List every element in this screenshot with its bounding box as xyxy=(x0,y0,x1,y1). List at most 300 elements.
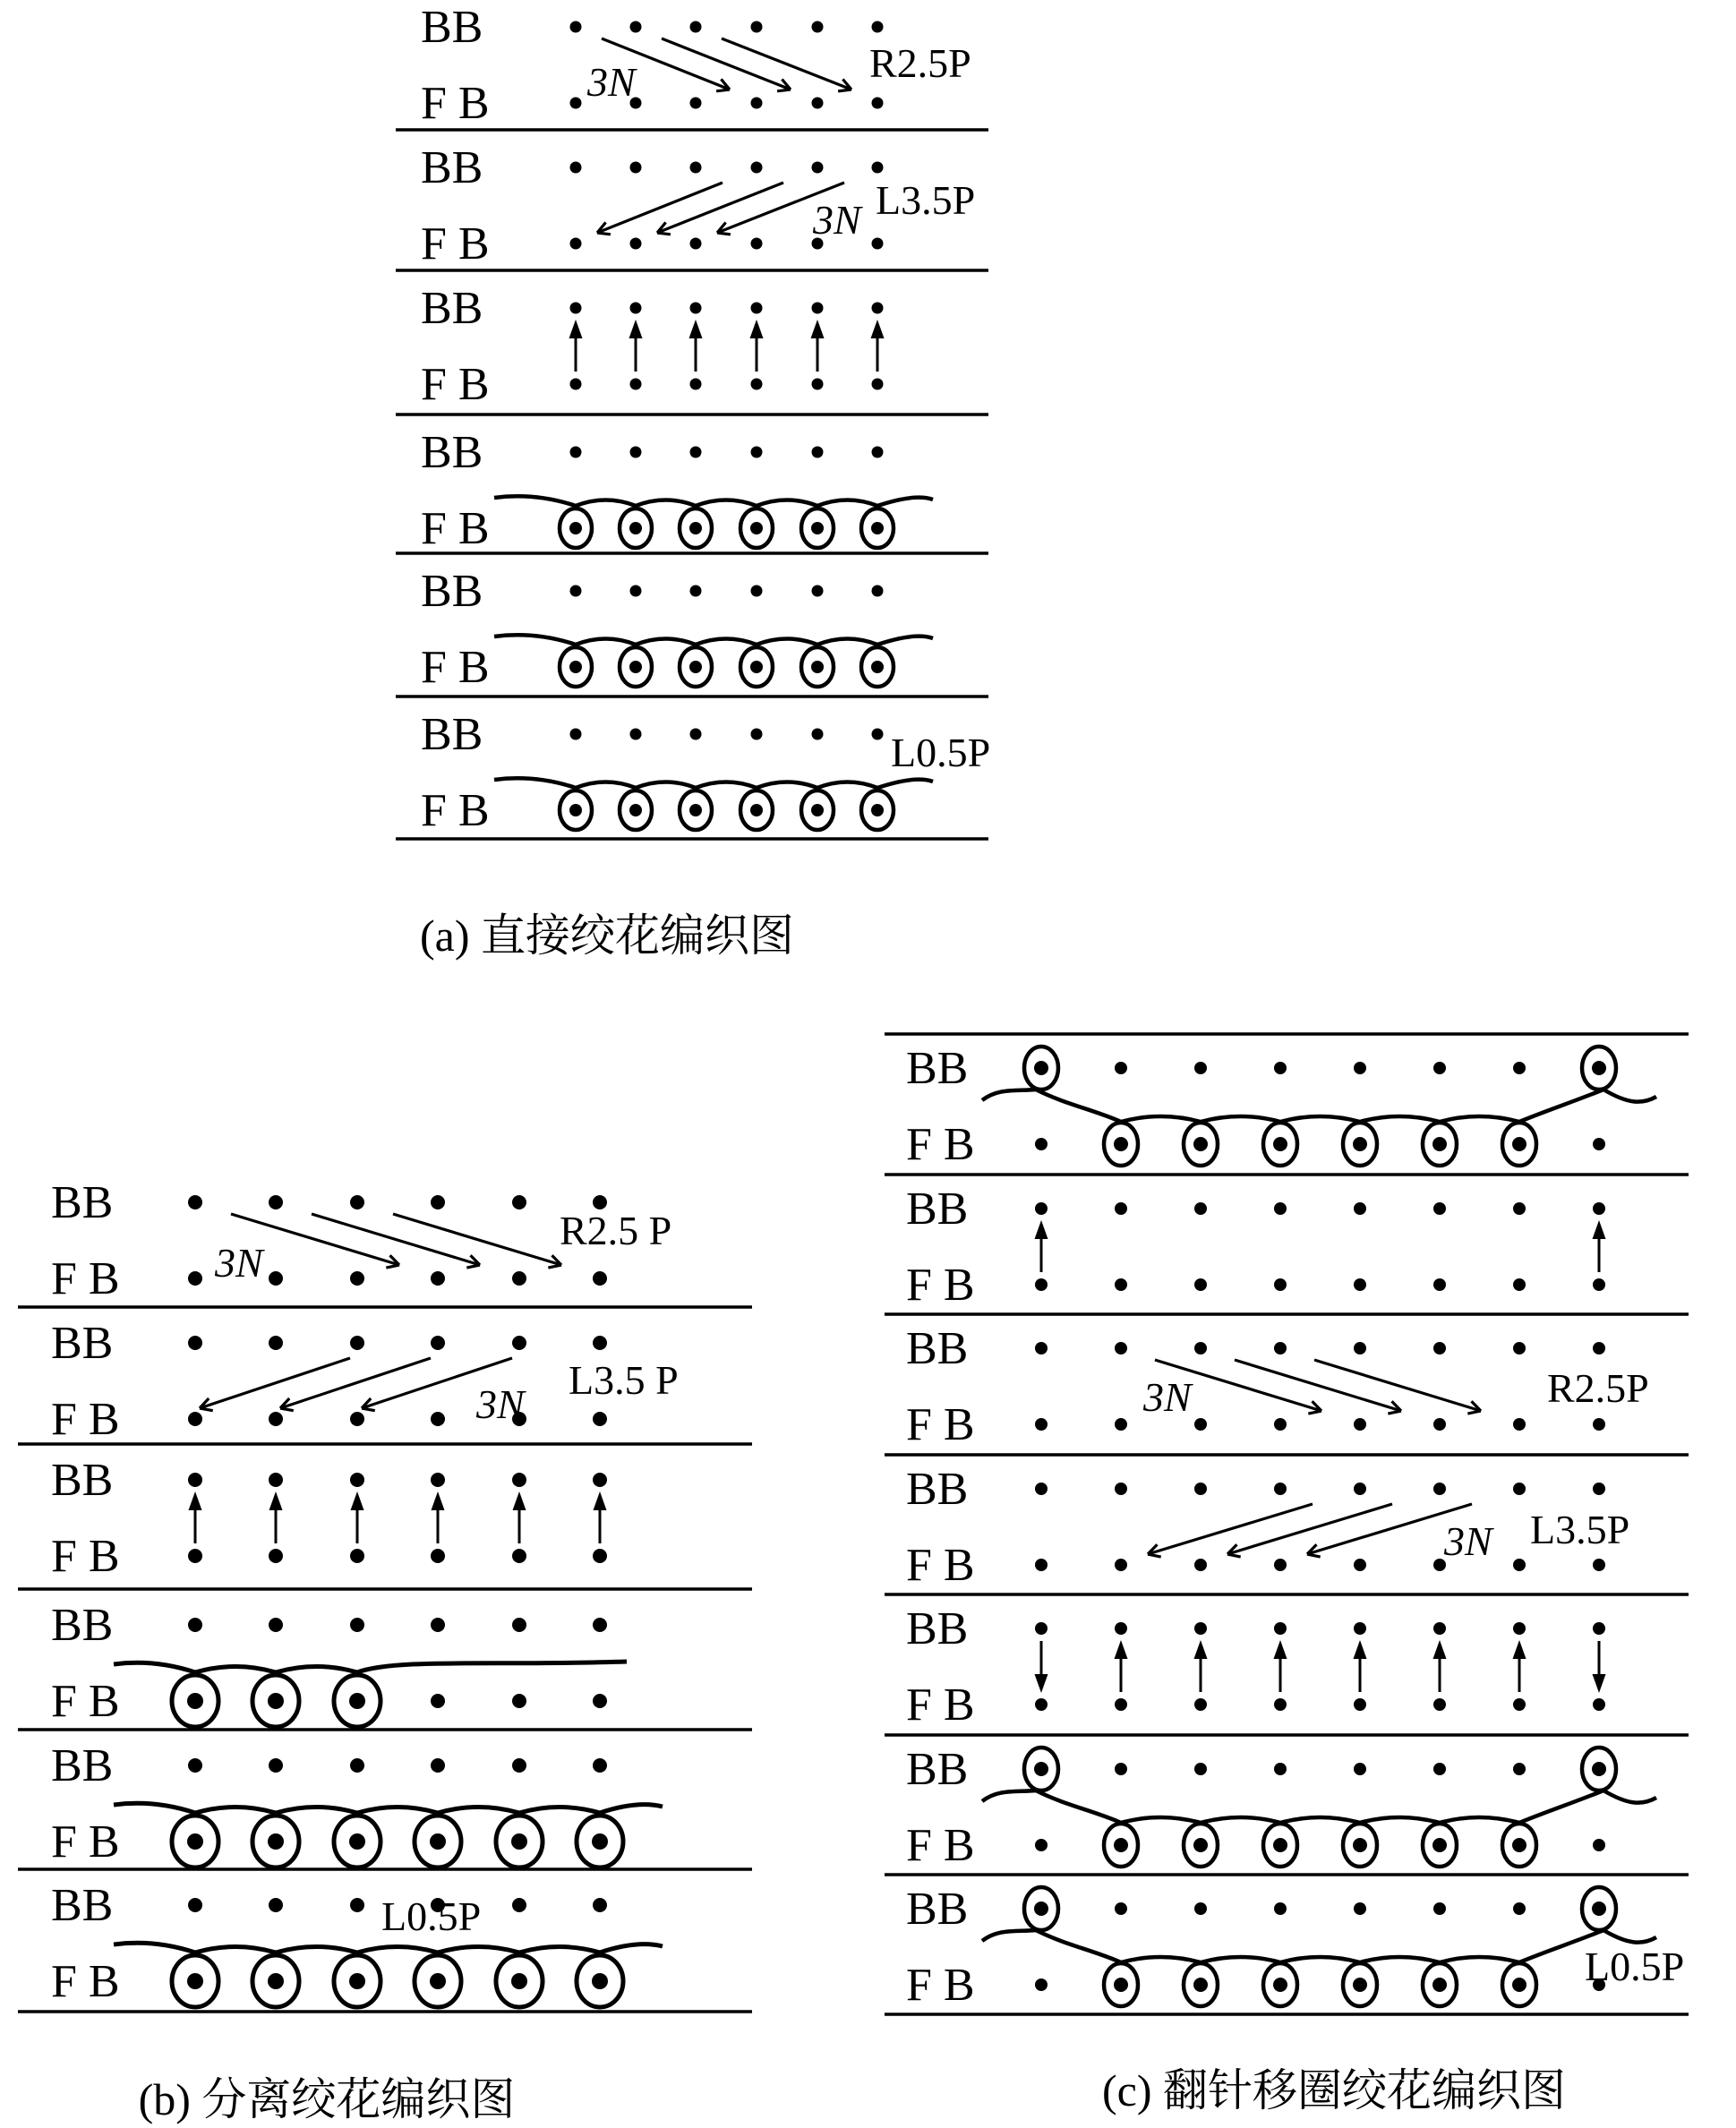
needle-dot xyxy=(751,21,763,33)
row-label-fb: F B xyxy=(906,1260,975,1311)
row-label-bb: BB xyxy=(51,1318,114,1369)
needle-dot xyxy=(570,447,582,458)
arrowhead-tick xyxy=(597,233,611,235)
needle-dot xyxy=(1035,1559,1048,1571)
annotation-l35p: L3.5P xyxy=(876,177,976,223)
annotation-3n: 3N xyxy=(1143,1374,1192,1420)
loop-dot xyxy=(268,1693,284,1709)
loop-dot xyxy=(1193,1978,1208,1992)
needle-dot xyxy=(188,1195,202,1209)
annotation-l05p: L0.5P xyxy=(381,1893,482,1939)
row-label-bb: BB xyxy=(906,1884,969,1935)
needle-dot xyxy=(630,729,642,740)
needle-dot xyxy=(1433,1483,1446,1495)
loop-dot xyxy=(511,1833,527,1850)
needle-dot xyxy=(269,1271,283,1286)
needle-dot xyxy=(350,1473,364,1487)
row-label-fb: F B xyxy=(51,1531,120,1582)
needle-dot xyxy=(751,98,763,109)
needle-dot xyxy=(812,98,824,109)
needle-dot xyxy=(1433,1202,1446,1215)
needle-dot xyxy=(690,729,702,740)
needle-dot xyxy=(512,1271,526,1286)
needle-dot xyxy=(1115,1278,1127,1291)
caption-c: (c) 翻针移圈绞花编织图 xyxy=(1102,2065,1566,2115)
needle-dot xyxy=(690,238,702,250)
needle-dot xyxy=(872,447,884,458)
needle-dot xyxy=(1354,1202,1366,1215)
needle-dot xyxy=(1354,1622,1366,1635)
needle-dot xyxy=(350,1618,364,1632)
needle-dot xyxy=(512,1549,526,1563)
needle-dot xyxy=(188,1898,202,1912)
needle-dot xyxy=(512,1758,526,1773)
loop-dot xyxy=(187,1693,203,1709)
needle-dot xyxy=(570,303,582,314)
needle-dot xyxy=(1513,1483,1526,1495)
needle-dot xyxy=(1513,1622,1526,1635)
row-label-bb: BB xyxy=(421,142,483,193)
needle-dot xyxy=(1194,1278,1207,1291)
needle-dot xyxy=(1035,1839,1048,1851)
row-label-bb: BB xyxy=(421,566,483,617)
needle-dot xyxy=(1035,1342,1048,1355)
needle-dot xyxy=(1274,1483,1287,1495)
annotation-3n: 3N xyxy=(476,1381,525,1427)
loop-dot xyxy=(1034,1762,1048,1776)
loop-dot xyxy=(430,1973,446,1989)
needle-dot xyxy=(1115,1698,1127,1711)
needle-dot xyxy=(1354,1559,1366,1571)
needle-dot xyxy=(1274,1763,1287,1775)
needle-dot xyxy=(812,447,824,458)
row-label-bb: BB xyxy=(51,1880,114,1931)
needle-dot xyxy=(1115,1202,1127,1215)
needle-dot xyxy=(269,1618,283,1632)
needle-dot xyxy=(269,1336,283,1350)
loop-dot xyxy=(1034,1902,1048,1916)
needle-dot xyxy=(690,379,702,390)
annotation-r25p: R2.5 P xyxy=(560,1208,672,1253)
row-label-fb: F B xyxy=(421,78,490,129)
needle-dot xyxy=(1433,1902,1446,1915)
loop-dot xyxy=(750,661,763,673)
needle-dot xyxy=(1274,1622,1287,1635)
loop-dot xyxy=(689,804,702,816)
annotation-l35p: L3.5 P xyxy=(569,1357,679,1403)
needle-dot xyxy=(812,729,824,740)
loop-dot xyxy=(1432,1838,1447,1852)
needle-dot xyxy=(1194,1902,1207,1915)
needle-dot xyxy=(593,1618,607,1632)
needle-dot xyxy=(630,585,642,597)
annotation-r25p: R2.5P xyxy=(869,40,971,86)
needle-dot xyxy=(1035,1483,1048,1495)
needle-dot xyxy=(1354,1902,1366,1915)
needle-dot xyxy=(1593,1278,1605,1291)
needle-dot xyxy=(1274,1202,1287,1215)
needle-dot xyxy=(812,379,824,390)
needle-dot xyxy=(1513,1278,1526,1291)
loop-dot xyxy=(1592,1762,1606,1776)
needle-dot xyxy=(1194,1763,1207,1775)
needle-dot xyxy=(1035,1138,1048,1150)
loop-dot xyxy=(1273,1838,1287,1852)
needle-dot xyxy=(1433,1418,1446,1431)
needle-dot xyxy=(1115,1418,1127,1431)
needle-dot xyxy=(570,238,582,250)
needle-dot xyxy=(1354,1418,1366,1431)
loop-dot xyxy=(1512,1978,1526,1992)
needle-dot xyxy=(1433,1342,1446,1355)
loop-dot xyxy=(871,522,884,534)
loop-dot xyxy=(349,1833,365,1850)
needle-dot xyxy=(1433,1278,1446,1291)
needle-dot xyxy=(1513,1763,1526,1775)
needle-dot xyxy=(1115,1062,1127,1074)
needle-dot xyxy=(1115,1622,1127,1635)
needle-dot xyxy=(1115,1559,1127,1571)
needle-dot xyxy=(872,379,884,390)
needle-dot xyxy=(1354,1342,1366,1355)
row-label-fb: F B xyxy=(51,1253,120,1304)
loop-dot xyxy=(811,804,824,816)
loop-dot xyxy=(689,661,702,673)
needle-dot xyxy=(593,1694,607,1708)
needle-dot xyxy=(512,1618,526,1632)
annotation-l05p: L0.5P xyxy=(1585,1944,1685,1989)
loop-dot xyxy=(1114,1838,1128,1852)
needle-dot xyxy=(690,21,702,33)
loop-dot xyxy=(1353,1978,1367,1992)
loop-dot xyxy=(811,522,824,534)
row-label-bb: BB xyxy=(51,1455,114,1506)
needle-dot xyxy=(1194,1698,1207,1711)
needle-dot xyxy=(872,585,884,597)
needle-dot xyxy=(1354,1062,1366,1074)
row-label-bb: BB xyxy=(906,1744,969,1795)
needle-dot xyxy=(1354,1483,1366,1495)
loop-dot xyxy=(1592,1902,1606,1916)
needle-dot xyxy=(1513,1559,1526,1571)
loop-dot xyxy=(187,1833,203,1850)
needle-dot xyxy=(1194,1062,1207,1074)
row-label-bb: BB xyxy=(906,1464,969,1515)
loop-dot xyxy=(592,1973,608,1989)
needle-dot xyxy=(1274,1559,1287,1571)
needle-dot xyxy=(1593,1138,1605,1150)
needle-dot xyxy=(269,1758,283,1773)
needle-dot xyxy=(1274,1278,1287,1291)
needle-dot xyxy=(570,379,582,390)
row-label-bb: BB xyxy=(421,283,483,334)
row-label-fb: F B xyxy=(906,1820,975,1871)
row-label-bb: BB xyxy=(421,427,483,478)
needle-dot xyxy=(269,1898,283,1912)
loop-dot xyxy=(629,661,642,673)
needle-dot xyxy=(1513,1062,1526,1074)
loop-dot xyxy=(1512,1838,1526,1852)
needle-dot xyxy=(812,21,824,33)
needle-dot xyxy=(872,21,884,33)
needle-dot xyxy=(812,303,824,314)
needle-dot xyxy=(593,1473,607,1487)
needle-dot xyxy=(1513,1342,1526,1355)
needle-dot xyxy=(690,98,702,109)
needle-dot xyxy=(350,1898,364,1912)
row-label-bb: BB xyxy=(906,1184,969,1235)
needle-dot xyxy=(872,162,884,174)
loop-dot xyxy=(187,1973,203,1989)
needle-dot xyxy=(1035,1978,1048,1991)
needle-dot xyxy=(570,729,582,740)
arrowhead-tick xyxy=(838,90,851,91)
needle-dot xyxy=(1115,1763,1127,1775)
row-label-fb: F B xyxy=(51,1956,120,2007)
loop-dot xyxy=(1592,1061,1606,1075)
needle-dot xyxy=(812,585,824,597)
needle-dot xyxy=(630,379,642,390)
needle-dot xyxy=(269,1549,283,1563)
needle-dot xyxy=(350,1195,364,1209)
needle-dot xyxy=(188,1549,202,1563)
needle-dot xyxy=(512,1898,526,1912)
needle-dot xyxy=(751,379,763,390)
needle-dot xyxy=(1274,1902,1287,1915)
row-label-bb: BB xyxy=(421,709,483,760)
loop-dot xyxy=(750,804,763,816)
needle-dot xyxy=(1593,1483,1605,1495)
needle-dot xyxy=(1433,1763,1446,1775)
row-label-fb: F B xyxy=(906,1960,975,2011)
needle-dot xyxy=(188,1758,202,1773)
needle-dot xyxy=(1115,1483,1127,1495)
row-label-fb: F B xyxy=(51,1816,120,1867)
row-label-bb: BB xyxy=(51,1740,114,1791)
loop-dot xyxy=(349,1693,365,1709)
loop-dot xyxy=(569,522,582,534)
needle-dot xyxy=(1194,1342,1207,1355)
needle-dot xyxy=(512,1336,526,1350)
needle-dot xyxy=(1035,1278,1048,1291)
needle-dot xyxy=(1593,1698,1605,1711)
loop-dot xyxy=(1034,1061,1048,1075)
annotation-l05p: L0.5P xyxy=(891,730,991,775)
arrowhead-tick xyxy=(657,233,671,235)
arrowhead-tick xyxy=(716,90,730,91)
loop-dot xyxy=(268,1973,284,1989)
needle-dot xyxy=(690,447,702,458)
loop-dot xyxy=(689,522,702,534)
needle-dot xyxy=(431,1336,445,1350)
needle-dot xyxy=(512,1195,526,1209)
needle-dot xyxy=(269,1195,283,1209)
needle-dot xyxy=(431,1195,445,1209)
needle-dot xyxy=(1513,1202,1526,1215)
loop-dot xyxy=(430,1833,446,1850)
needle-dot xyxy=(570,21,582,33)
needle-dot xyxy=(1513,1418,1526,1431)
row-label-fb: F B xyxy=(421,642,490,693)
needle-dot xyxy=(1433,1062,1446,1074)
needle-dot xyxy=(1035,1622,1048,1635)
needle-dot xyxy=(188,1271,202,1286)
needle-dot xyxy=(690,162,702,174)
needle-dot xyxy=(1035,1698,1048,1711)
row-label-fb: F B xyxy=(51,1676,120,1727)
loop-dot xyxy=(1353,1838,1367,1852)
needle-dot xyxy=(1593,1202,1605,1215)
row-label-fb: F B xyxy=(906,1399,975,1450)
caption-a: (a) 直接绞花编织图 xyxy=(420,910,794,961)
arrowhead-tick xyxy=(777,90,791,91)
loop-dot xyxy=(1193,1838,1208,1852)
needle-dot xyxy=(570,162,582,174)
needle-dot xyxy=(1354,1698,1366,1711)
needle-dot xyxy=(593,1758,607,1773)
needle-dot xyxy=(593,1549,607,1563)
loop-dot xyxy=(569,661,582,673)
caption-b: (b) 分离绞花编织图 xyxy=(138,2074,516,2124)
loop-dot xyxy=(1512,1137,1526,1151)
loop-dot xyxy=(1193,1137,1208,1151)
loop-dot xyxy=(871,661,884,673)
row-label-bb: BB xyxy=(906,1323,969,1374)
needle-dot xyxy=(431,1473,445,1487)
loop-dot xyxy=(1114,1137,1128,1151)
loop-dot xyxy=(1273,1978,1287,1992)
annotation-r25p: R2.5P xyxy=(1547,1365,1649,1411)
loop-dot xyxy=(1114,1978,1128,1992)
row-label-fb: F B xyxy=(421,503,490,554)
needle-dot xyxy=(630,303,642,314)
loop-dot xyxy=(629,522,642,534)
needle-dot xyxy=(1354,1278,1366,1291)
needle-dot xyxy=(1194,1418,1207,1431)
needle-dot xyxy=(512,1473,526,1487)
needle-dot xyxy=(570,98,582,109)
needle-dot xyxy=(269,1473,283,1487)
loop-dot xyxy=(511,1973,527,1989)
needle-dot xyxy=(1274,1342,1287,1355)
needle-dot xyxy=(690,585,702,597)
needle-dot xyxy=(872,303,884,314)
needle-dot xyxy=(1593,1342,1605,1355)
needle-dot xyxy=(431,1618,445,1632)
needle-dot xyxy=(630,447,642,458)
needle-dot xyxy=(1194,1559,1207,1571)
needle-dot xyxy=(593,1898,607,1912)
row-label-fb: F B xyxy=(421,359,490,410)
needle-dot xyxy=(630,21,642,33)
needle-dot xyxy=(1274,1062,1287,1074)
loop-dot xyxy=(1273,1137,1287,1151)
row-label-bb: BB xyxy=(51,1177,114,1228)
needle-dot xyxy=(350,1271,364,1286)
needle-dot xyxy=(630,238,642,250)
loop-dot xyxy=(811,661,824,673)
row-label-fb: F B xyxy=(421,218,490,269)
annotation-3n: 3N xyxy=(215,1240,263,1286)
loop-dot xyxy=(1432,1137,1447,1151)
needle-dot xyxy=(1035,1418,1048,1431)
needle-dot xyxy=(751,303,763,314)
needle-dot xyxy=(431,1549,445,1563)
needle-dot xyxy=(431,1758,445,1773)
needle-dot xyxy=(1433,1698,1446,1711)
needle-dot xyxy=(872,238,884,250)
loop-dot xyxy=(349,1973,365,1989)
needle-dot xyxy=(1274,1698,1287,1711)
loop-dot xyxy=(1432,1978,1447,1992)
row-label-bb: BB xyxy=(421,2,483,53)
loop-dot xyxy=(629,804,642,816)
needle-dot xyxy=(690,303,702,314)
needle-dot xyxy=(1274,1418,1287,1431)
row-label-bb: BB xyxy=(906,1043,969,1094)
needle-dot xyxy=(1513,1902,1526,1915)
needle-dot xyxy=(188,1618,202,1632)
needle-dot xyxy=(1593,1559,1605,1571)
needle-dot xyxy=(1194,1622,1207,1635)
needle-dot xyxy=(1513,1698,1526,1711)
needle-dot xyxy=(431,1694,445,1708)
needle-dot xyxy=(1593,1622,1605,1635)
needle-dot xyxy=(570,585,582,597)
loop-dot xyxy=(569,804,582,816)
needle-dot xyxy=(593,1271,607,1286)
needle-dot xyxy=(431,1271,445,1286)
row-label-fb: F B xyxy=(906,1119,975,1170)
needle-dot xyxy=(1194,1202,1207,1215)
row-label-fb: F B xyxy=(906,1540,975,1591)
needle-dot xyxy=(350,1758,364,1773)
needle-dot xyxy=(751,238,763,250)
needle-dot xyxy=(751,447,763,458)
annotation-3n: 3N xyxy=(813,197,861,243)
needle-dot xyxy=(751,162,763,174)
annotation-l35p: L3.5P xyxy=(1530,1507,1630,1552)
needle-dot xyxy=(512,1694,526,1708)
needle-dot xyxy=(350,1549,364,1563)
needle-dot xyxy=(431,1412,445,1426)
arrowhead-tick xyxy=(717,233,731,235)
needle-dot xyxy=(188,1336,202,1350)
needle-dot xyxy=(593,1412,607,1426)
row-label-bb: BB xyxy=(906,1603,969,1654)
needle-dot xyxy=(812,162,824,174)
needle-dot xyxy=(1593,1839,1605,1851)
needle-dot xyxy=(872,729,884,740)
annotation-3n: 3N xyxy=(1444,1518,1492,1564)
needle-dot xyxy=(1354,1763,1366,1775)
loop-dot xyxy=(750,522,763,534)
needle-dot xyxy=(1115,1342,1127,1355)
needle-dot xyxy=(188,1412,202,1426)
needle-dot xyxy=(350,1336,364,1350)
needle-dot xyxy=(350,1412,364,1426)
needle-dot xyxy=(1593,1418,1605,1431)
needle-dot xyxy=(593,1336,607,1350)
row-label-fb: F B xyxy=(906,1679,975,1731)
row-label-fb: F B xyxy=(51,1394,120,1445)
needle-dot xyxy=(1115,1902,1127,1915)
loop-dot xyxy=(1353,1137,1367,1151)
needle-dot xyxy=(872,98,884,109)
row-label-fb: F B xyxy=(421,785,490,836)
loop-dot xyxy=(871,804,884,816)
needle-dot xyxy=(630,162,642,174)
